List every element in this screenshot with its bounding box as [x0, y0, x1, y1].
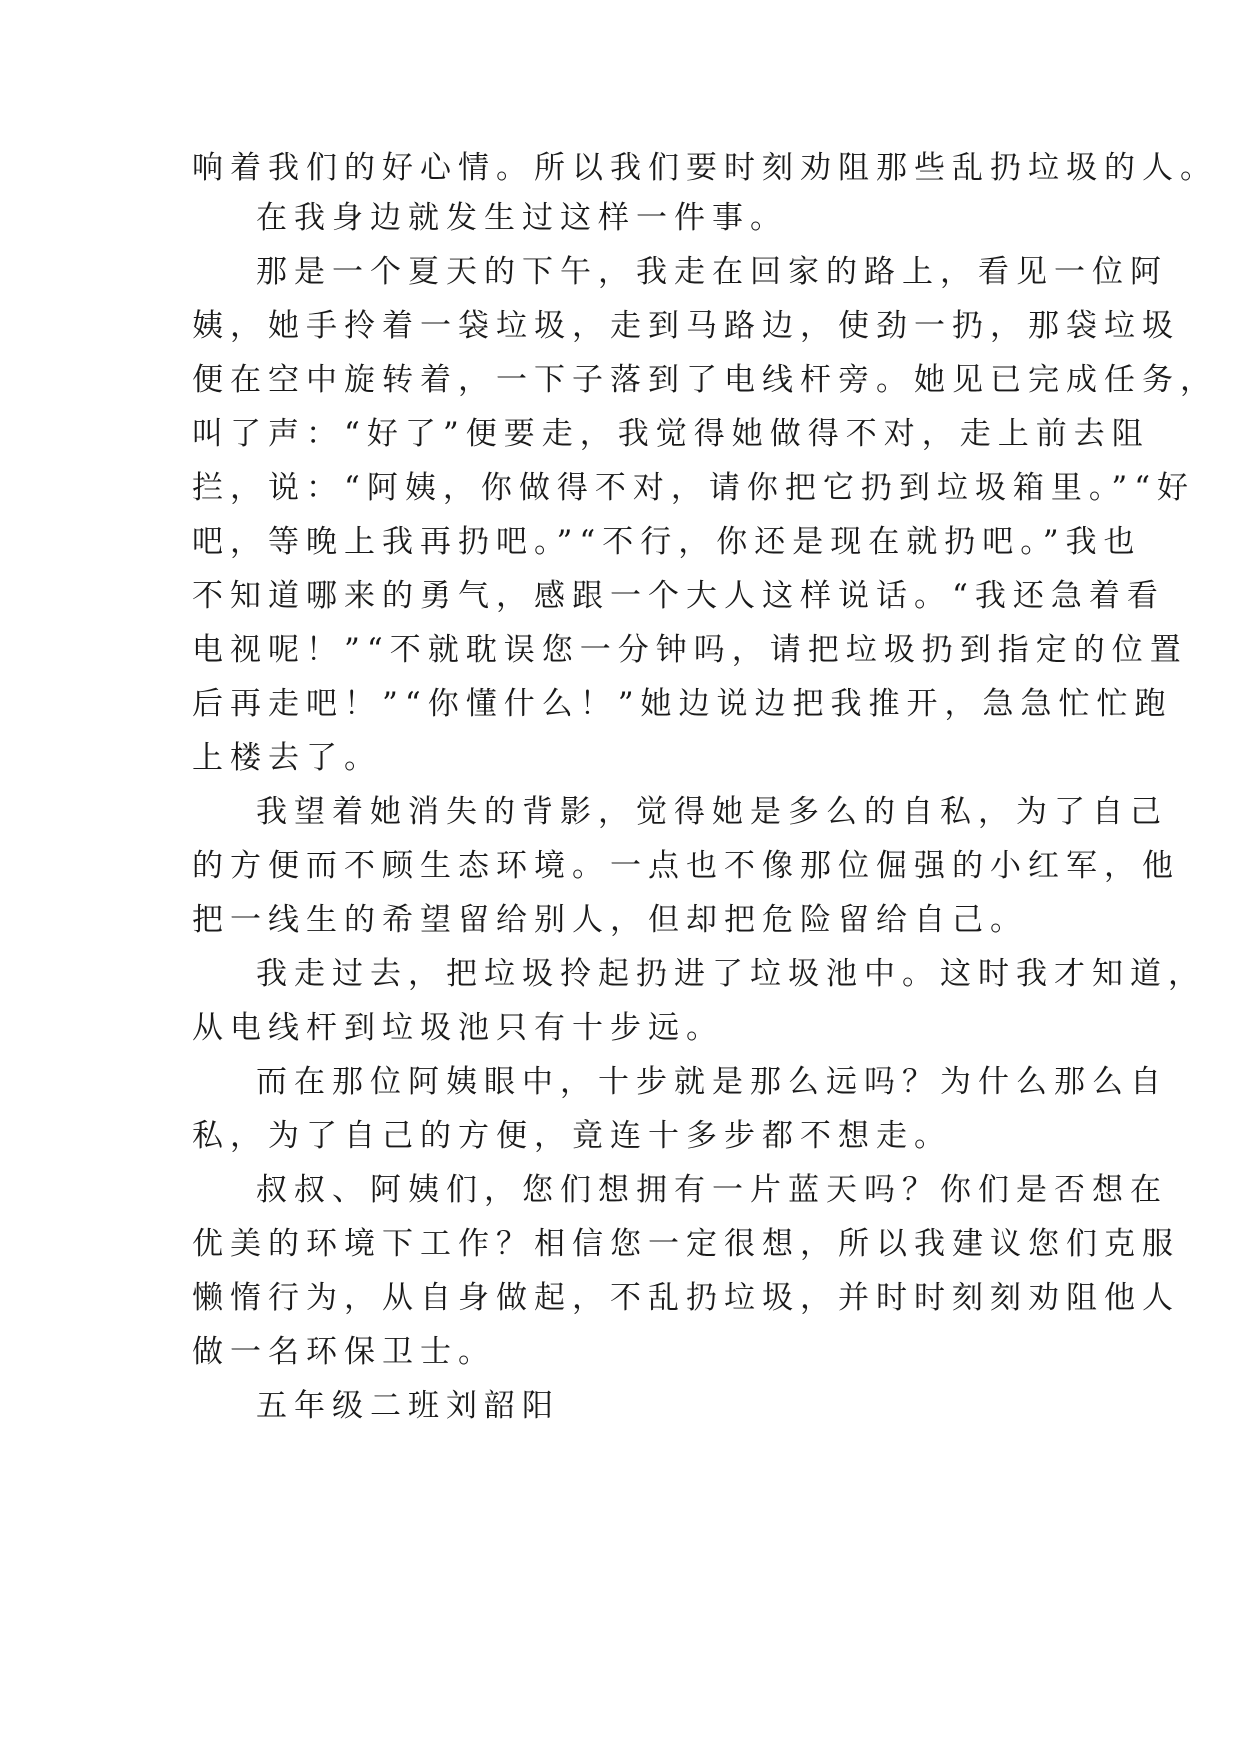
text-line: 做一名环保卫士。 — [192, 1334, 496, 1370]
text-line: 私，为了自己的方便，竟连十多步都不想走。 — [192, 1118, 952, 1154]
text-line: 上楼去了。 — [192, 740, 382, 776]
author-signature: 五年级二班刘韶阳 — [256, 1388, 560, 1424]
text-line: 我望着她消失的背影，觉得她是多么的自私，为了自己 — [256, 794, 1168, 830]
text-line: 姨，她手拎着一袋垃圾，走到马路边，使劲一扔，那袋垃圾 — [192, 308, 1180, 344]
text-line: 把一线生的希望留给别人，但却把危险留给自己。 — [192, 902, 1028, 938]
text-line: 叫了声：“好了”便要走，我觉得她做得不对，走上前去阻 — [192, 416, 1150, 452]
text-line: 优美的环境下工作？相信您一定很想，所以我建议您们克服 — [192, 1226, 1180, 1262]
text-line: 那是一个夏天的下午，我走在回家的路上，看见一位阿 — [256, 254, 1168, 290]
text-line: 懒惰行为，从自身做起，不乱扔垃圾，并时时刻刻劝阻他人 — [192, 1280, 1180, 1316]
text-line: 拦，说：“阿姨，你做得不对，请你把它扔到垃圾箱里。”“好 — [192, 470, 1196, 506]
text-line: 便在空中旋转着，一下子落到了电线杆旁。她见已完成任务， — [192, 362, 1218, 398]
text-line: 不知道哪来的勇气，感跟一个大人这样说话。“我还急着看 — [192, 578, 1165, 614]
text-line: 在我身边就发生过这样一件事。 — [256, 200, 788, 236]
text-line: 的方便而不顾生态环境。一点也不像那位倔强的小红军，他 — [192, 848, 1180, 884]
text-line: 响着我们的好心情。所以我们要时刻劝阻那些乱扔垃圾的人。 — [192, 150, 1218, 186]
text-line: 我走过去，把垃圾拎起扔进了垃圾池中。这时我才知道， — [256, 956, 1206, 992]
text-line: 从电线杆到垃圾池只有十步远。 — [192, 1010, 724, 1046]
text-line: 吧，等晚上我再扔吧。”“不行，你还是现在就扔吧。”我也 — [192, 524, 1142, 560]
text-line: 电视呢！”“不就耽误您一分钟吗，请把垃圾扔到指定的位置 — [192, 632, 1188, 668]
text-line: 后再走吧！”“你懂什么！”她边说边把我推开，急急忙忙跑 — [192, 686, 1173, 722]
text-line: 而在那位阿姨眼中，十步就是那么远吗？为什么那么自 — [256, 1064, 1168, 1100]
text-line: 叔叔、阿姨们，您们想拥有一片蓝天吗？你们是否想在 — [256, 1172, 1168, 1208]
